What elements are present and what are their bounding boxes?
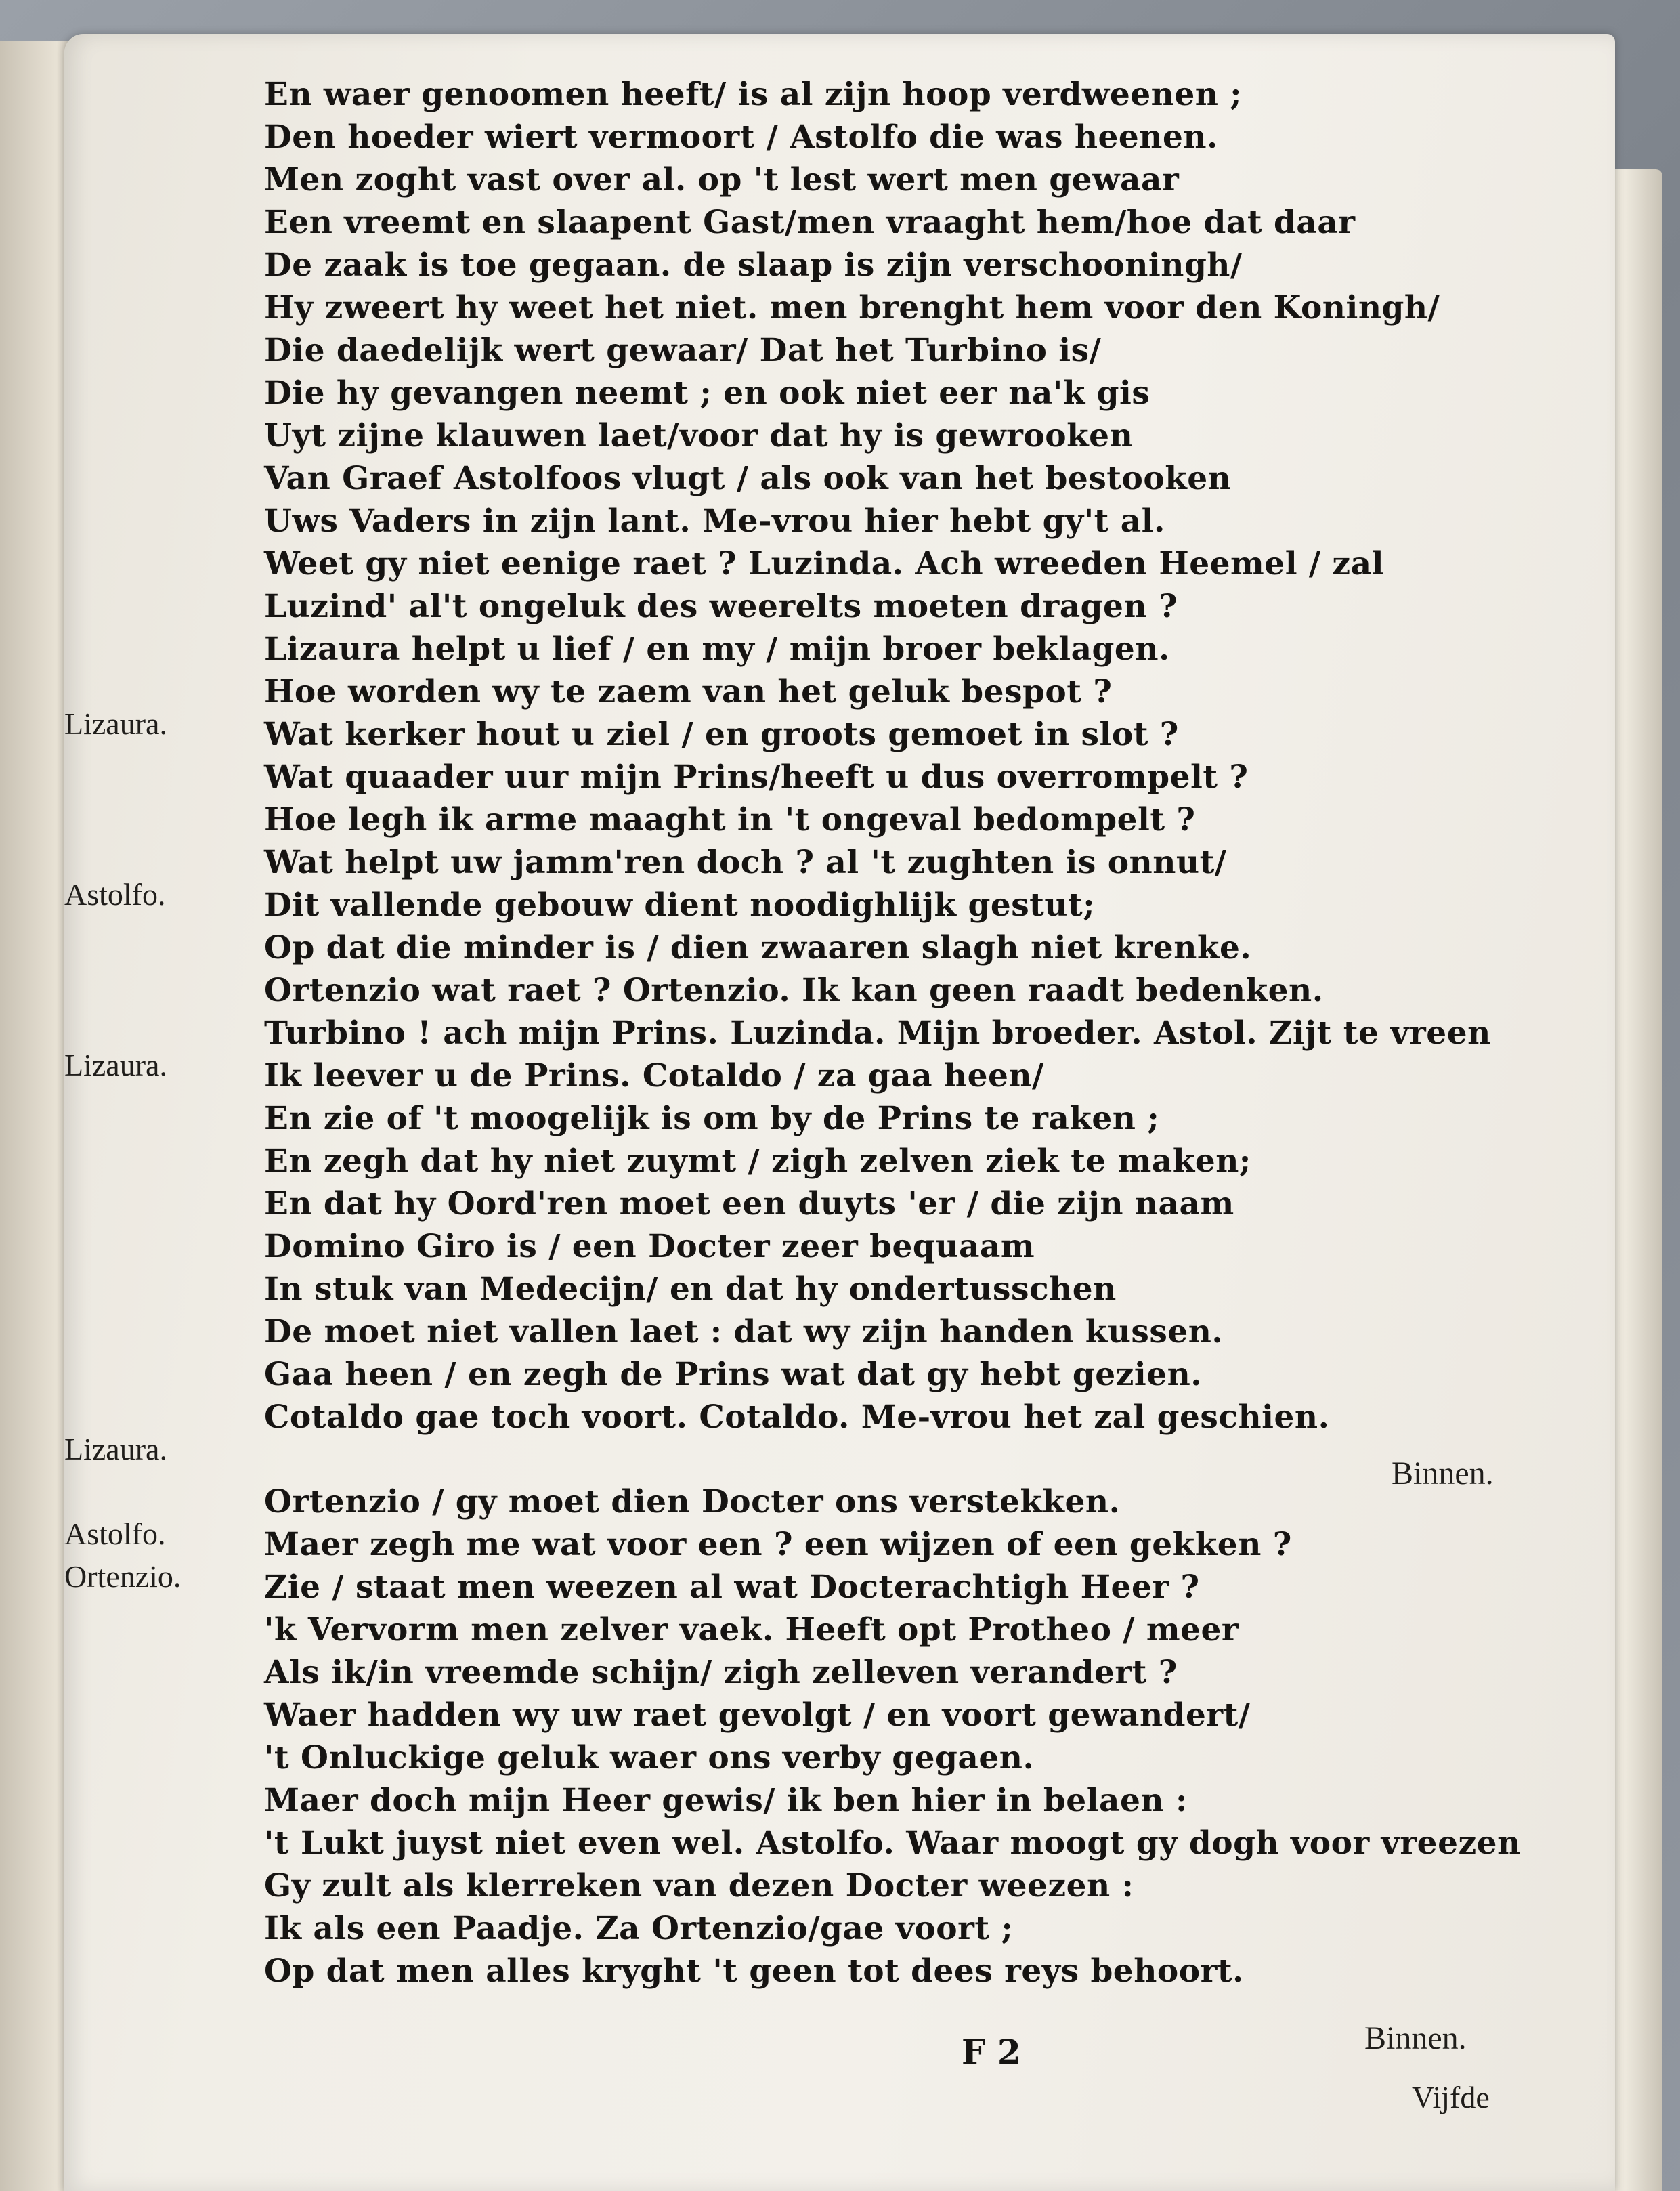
verse-line: Hoe worden wy te zaem van het geluk bespot ? [264, 673, 1113, 710]
verse-line: Op dat men alles kryght 't geen tot dees reys behoort. [264, 1953, 1244, 1990]
verse-line: Van Graef Astolfoos vlugt / als ook van het bestooken [264, 460, 1232, 497]
speaker-label: Lizaura. [64, 1432, 167, 1466]
verse-line: Luzind' al't ongeluk des weerelts moeten dragen ? [264, 588, 1178, 625]
verse-line: Domino Giro is / een Docter zeer bequaam [264, 1228, 1035, 1265]
verse-line: En waer genoomen heeft/ is al zijn hoop verdweenen ; [264, 76, 1243, 113]
verse-text [264, 73, 1551, 1993]
verse-line: Uws Vaders in zijn lant. Me-vrou hier hebt gy't al. [264, 503, 1165, 540]
verse-line: De zaak is toe gegaan. de slaap is zijn verschooningh/ [264, 247, 1243, 284]
verse-line: Maer zegh me wat voor een ? een wijzen of een gekken ? [264, 1526, 1292, 1563]
verse-line: Lizaura helpt u lief / en my / mijn broer beklagen. [264, 631, 1170, 668]
verse-line: En zie of 't moogelijk is om by de Prins te raken ; [264, 1100, 1160, 1137]
speaker-label: Lizaura. [64, 706, 167, 741]
verse-line: Als ik/in vreemde schijn/ zigh zelleven verandert ? [264, 1654, 1178, 1691]
verse-line: Cotaldo gae toch voort. Cotaldo. Me-vrou het zal geschien. [264, 1399, 1330, 1436]
verse-line: De moet niet vallen laet : dat wy zijn handen kussen. [264, 1313, 1224, 1350]
verse-line: 't Lukt juyst niet even wel. Astolfo. Waar moogt gy dogh voor vreezen [264, 1825, 1521, 1862]
verse-line: Gy zult als klerreken van dezen Docter weezen : [264, 1867, 1134, 1905]
verse-line: Weet gy niet eenige raet ? Luzinda. Ach wreeden Heemel / zal [264, 545, 1384, 582]
verse-line: Wat kerker hout u ziel / en groots gemoet in slot ? [264, 716, 1179, 753]
verse-line: Turbino ! ach mijn Prins. Luzinda. Mijn broeder. Astol. Zijt te vreen [264, 1015, 1491, 1052]
verse-line: 't Onluckige geluk waer ons verby gegaen. [264, 1739, 1035, 1777]
verse-line: 'k Vervorm men zelver vaek. Heeft opt Protheo / meer [264, 1611, 1239, 1648]
verse-line: In stuk van Medecijn/ en dat hy ondertusschen [264, 1271, 1117, 1308]
verse-line: Een vreemt en slaapent Gast/men vraaght hem/hoe dat daar [264, 204, 1356, 241]
verse-line: Maer doch mijn Heer gewis/ ik ben hier in belaen : [264, 1782, 1188, 1819]
verse-line: Ik als een Paadje. Za Ortenzio/gae voort ; [264, 1910, 1014, 1947]
verse-line: Die hy gevangen neemt ; en ook niet eer na'k gis [264, 375, 1150, 412]
verse-line: Hoe legh ik arme maaght in 't ongeval bedompelt ? [264, 801, 1196, 838]
verse-line: Men zoght vast over al. op 't lest wert men gewaar [264, 161, 1180, 198]
verse-line: Wat quaader uur mijn Prins/heeft u dus overrompelt ? [264, 759, 1249, 796]
verse-line: Ik leever u de Prins. Cotaldo / za gaa heen/ [264, 1057, 1044, 1094]
verse-line: Den hoeder wiert vermoort / Astolfo die was heenen. [264, 119, 1218, 156]
verse-line: En dat hy Oord'ren moet een duyts 'er / die zijn naam [264, 1185, 1234, 1222]
catchword: Vijfde [1412, 2080, 1490, 2114]
speaker-label: Astolfo. [64, 877, 166, 912]
verse-line: Ortenzio / gy moet dien Docter ons verstekken. [264, 1483, 1121, 1520]
speaker-label: Lizaura. [64, 1048, 167, 1082]
verse-line: En zegh dat hy niet zuymt / zigh zelven ziek te maken; [264, 1143, 1251, 1180]
stage-direction: Binnen. [1392, 1455, 1494, 1491]
verse-line: Op dat die minder is / dien zwaaren slagh niet krenke. [264, 929, 1252, 966]
verse-line: Uyt zijne klauwen laet/voor dat hy is gewrooken [264, 417, 1134, 454]
verse-line: Hy zweert hy weet het niet. men brenght hem voor den Koningh/ [264, 289, 1440, 326]
signature-mark: F 2 [962, 2032, 1021, 2072]
verse-line: Gaa heen / en zegh de Prins wat dat gy hebt gezien. [264, 1356, 1203, 1393]
verse-line: Waer hadden wy uw raet gevolgt / en voort gewandert/ [264, 1697, 1251, 1734]
verse-line: Zie / staat men weezen al wat Docterachtigh Heer ? [264, 1569, 1200, 1606]
verse-line: Ortenzio wat raet ? Ortenzio. Ik kan geen raadt bedenken. [264, 972, 1324, 1009]
speaker-label: Ortenzio. [64, 1559, 181, 1594]
verse-line: Wat helpt uw jamm'ren doch ? al 't zughten is onnut/ [264, 844, 1227, 881]
speaker-label: Astolfo. [64, 1516, 166, 1551]
verse-line: Die daedelijk wert gewaar/ Dat het Turbino is/ [264, 332, 1102, 369]
stage-direction: Binnen. [1364, 2020, 1467, 2056]
verse-line: Dit vallende gebouw dient noodighlijk gestut; [264, 887, 1096, 924]
